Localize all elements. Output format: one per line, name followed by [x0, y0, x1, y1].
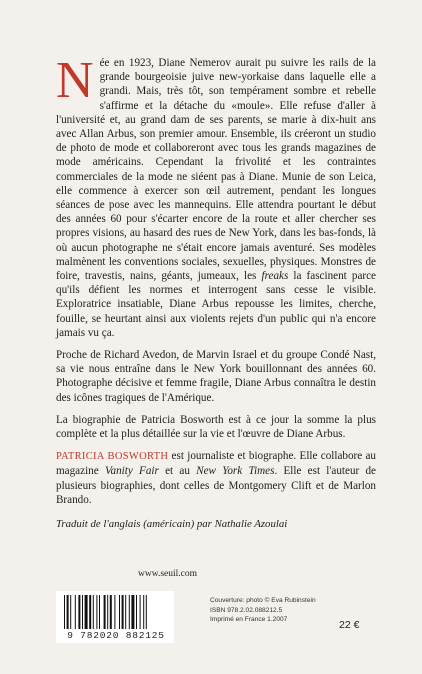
isbn: ISBN 978.2.02.088212.5	[210, 606, 283, 614]
website: www.seuil.com	[138, 569, 198, 579]
magazine-nyt: New York Times	[196, 465, 275, 478]
about-text-b: et au	[158, 465, 197, 478]
about-text-a: est journaliste et biographe. Elle collabore au magazine	[56, 450, 377, 478]
publication-info	[210, 596, 316, 625]
about-text-c: . Elle est l'auteur de plusieurs biographies, dont celles de Montgomery Clift et de Marlon Brando.	[56, 465, 377, 506]
paragraph-3: La biographie de Patricia Bosworth est à ce jour la somme la plus complète et la plus détaillée sur la vie et l'œuvre de Diane Arbus.	[56, 413, 376, 441]
intro-text-end: la fascinent parce qu'ils défient les normes et interrogent sans cesse le visible. Exploratrice insatiable, Diane Arbus repousse les limites, cherche, fouille, se heurtant ainsi aux violents rejets d'un public qui n'a encore jamais vu ça.	[56, 270, 376, 339]
freaks-word: freaks	[261, 270, 289, 283]
about-author	[56, 449, 376, 507]
barcode-lines	[64, 595, 166, 629]
magazine-vanity-fair: Vanity Fair	[104, 465, 159, 478]
intro-paragraph	[56, 52, 376, 340]
drop-cap: N	[56, 52, 94, 109]
barcode-digits: 9 782020 882125	[67, 630, 165, 641]
intro-text: ée en 1923, Diane Nemerov aurait pu suivre les rails de la grande bourgeoisie juive new-yorkaise dans laquelle elle a grandi. Mais, très tôt, son tempérament sombre et rebelle s'affirme et la détache du «moule». Elle refuse d'aller à l'université et, au grand dam de ses parents, se marie à dix-huit ans avec Allan Arbus, son premier amour. Ensemble, ils créeront un studio de photo de mode et collaboreront avec tous les grands magazines de mode américains. Cependant la frivolité et les contraintes commerciales de la mode ne siéent pas à Diane. Munie de son Leica, elle commence à exercer son œil autrement, pendant les longues séances de pose avec les mannequins. Elle attendra pourtant le début des années 60 pour s'écarter encore de la route et aller chercher ses propres visions, au hasard des rues de New York, dans les bas-fonds, là où aucun photographe ne s'était encore jamais aventuré. Ses modèles malmènent les conventions sociales, sexuelles, physiques. Monstres de foire, travestis, nains, géants, jumeaux, les	[56, 57, 376, 283]
print-info: Imprimé en France 1.2007	[210, 616, 288, 623]
price: 22 €	[339, 619, 360, 631]
author-name: PATRICIA BOSWORTH	[56, 451, 169, 463]
blurb	[56, 52, 377, 539]
barcode	[56, 591, 174, 643]
paragraph-2: Proche de Richard Avedon, de Marvin Israel et du groupe Condé Nast, sa vie nous entraîne dans le New York bouillonnant des années 60. Photographe décisive et femme fragile, Diane Arbus connaîtra le destin des icônes tragiques de l'Amérique.	[56, 349, 376, 404]
cover-credit: Couverture: photo © Eva Rubinstein	[210, 597, 316, 604]
translator-credit: Traduit de l'anglais (américain) par Nathalie Azoulai	[56, 518, 288, 531]
